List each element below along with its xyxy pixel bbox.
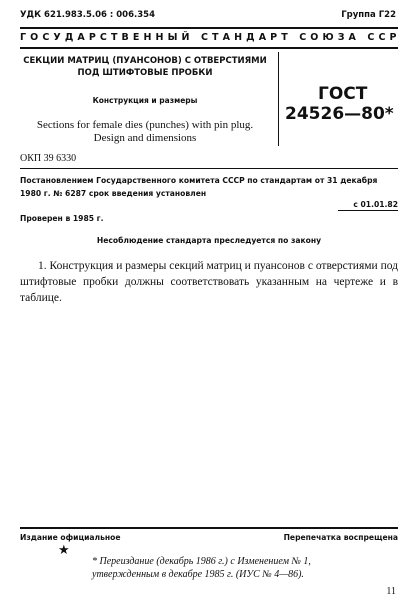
penalty-notice: Несоблюдение стандарта преследуется по закону [96,236,322,245]
udc-code: УДК 621.983.5.06 : 006.354 [20,10,155,20]
footnote-line-2: утвержденным в декабре 1985 г. (ИУС № 4—86). [92,569,304,580]
footer-rule [20,527,398,529]
paragraph-1: 1. Конструкция и размеры секций матриц и пуансонов с отверстиями под штифтовые пробки должны соответствовать указанным на чертеже и в таблице. [20,260,398,304]
checked-year: Проверен в 1985 г. [20,214,104,223]
document-title: СЕКЦИИ МАТРИЦ (ПУАНСОНОВ) С ОТВЕРСТИЯМИ ПОД ШТИФТОВЫЕ ПРОБКИ [23,56,267,78]
document-subtitle: Конструкция и размеры [92,96,198,105]
effective-date: с 01.01.82 [353,200,398,209]
title-divider [278,52,279,146]
star-icon: ★ [58,543,70,558]
band-rule [20,47,398,49]
page-number: 11 [386,586,396,597]
footnote-line-1: * Переиздание (декабрь 1986 г.) с Изменением № 1, [92,556,311,567]
english-title: Sections for female dies (punches) with pin plug. Design and dimensions [36,119,254,144]
group-code: Группа Г22 [341,10,396,20]
standard-band-title: ГОСУДАРСТВЕННЫЙ СТАНДАРТ СОЮЗА ССР [20,32,401,43]
top-rule [20,27,398,29]
effective-underline [338,210,398,211]
gost-label: ГОСТ [318,84,368,104]
gost-number: 24526—80* [285,104,394,124]
reprint-notice: Перепечатка воспрещена [283,533,398,542]
edition-label: Издание официальное [20,533,121,542]
okp-code: ОКП 39 6330 [20,153,77,164]
okp-rule [20,168,398,169]
decree-text: Постановлением Государственного комитета СССР по стандартам от 31 декабря 1980 г. № 6287 срок введения установлен [20,176,378,198]
